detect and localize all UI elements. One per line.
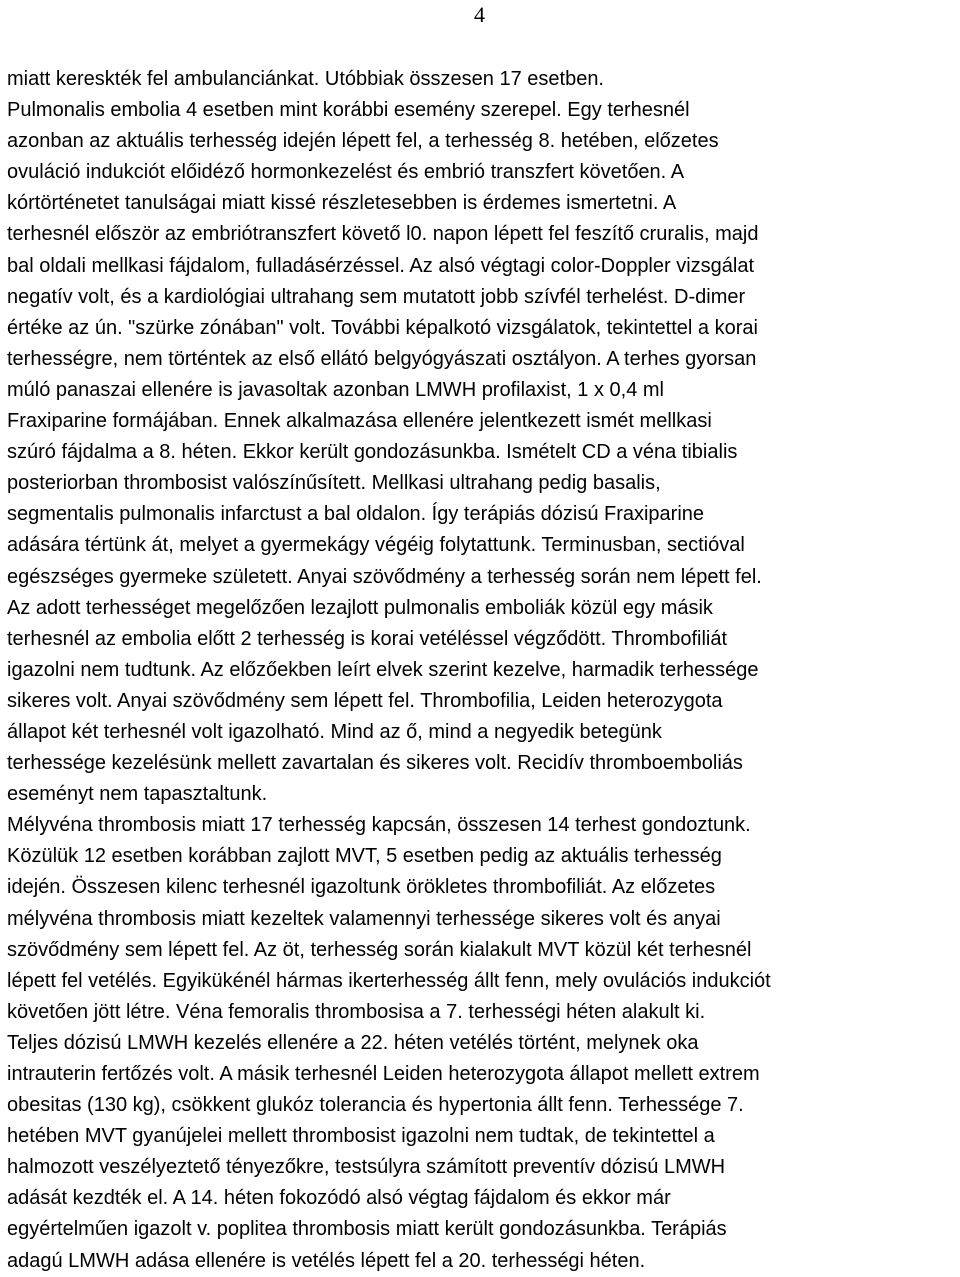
text-line: értéke az ún. "szürke zónában" volt. További képalkotó vizsgálatok, tekintettel a korai — [7, 316, 758, 339]
text-line: obesitas (130 kg), csökkent glukóz tolerancia és hypertonia állt fenn. Terhessége 7. — [7, 1094, 744, 1117]
text-line: bal oldali mellkasi fájdalom, fulladásérzéssel. Az alsó végtagi color-Doppler vizsgálat — [7, 254, 755, 277]
text-line: mélyvéna thrombosis miatt kezeltek valamennyi terhessége sikeres volt és anyai — [7, 907, 721, 930]
text-line: eseményt nem tapasztaltunk. — [7, 783, 268, 806]
text-line: sikeres volt. Anyai szövődmény sem lépett fel. Thrombofilia, Leiden heterozygota — [7, 689, 723, 712]
text-line: segmentalis pulmonalis infarctust a bal oldalon. Így terápiás dózisú Fraxiparine — [7, 503, 705, 526]
text-line: szövődmény sem lépett fel. Az öt, terhesség során kialakult MVT közül két terhesnél — [7, 938, 752, 961]
text-line: halmozott veszélyeztető tényezőkre, testsúlyra számított preventív dózisú LMWH — [7, 1156, 726, 1179]
text-line: egyértelműen igazolt v. poplitea thrombosis miatt került gondozásunkba. Terápiás — [7, 1218, 727, 1241]
text-line: adagú LMWH adása ellenére is vetélés lépett fel a 20. terhességi héten. — [7, 1249, 646, 1272]
text-line: posteriorban thrombosist valószínűsített. Mellkasi ultrahang pedig basalis, — [7, 472, 661, 495]
text-line: lépett fel vetélés. Egyikükénél hármas ikerterhesség állt fenn, mely ovulációs indukciót — [7, 969, 771, 992]
text-line: Közülük 12 esetben korábban zajlott MVT, 5 esetben pedig az aktuális terhesség — [7, 845, 722, 868]
text-line: azonban az aktuális terhesség idején lépett fel, a terhesség 8. hetében, előzetes — [7, 130, 719, 153]
text-line: követően jött létre. Véna femoralis thrombosisa a 7. terhességi héten alakult ki. — [7, 1000, 706, 1023]
body-text — [7, 64, 957, 1277]
text-line: ovuláció indukciót előidéző hormonkezelést és embrió transzfert követően. A — [7, 161, 685, 184]
text-line: Pulmonalis embolia 4 esetben mint korábbi esemény szerepel. Egy terhesnél — [7, 99, 690, 122]
text-line: terhessége kezelésünk mellett zavartalan és sikeres volt. Recidív thromboemboliás — [7, 752, 743, 775]
text-line: Fraxiparine formájában. Ennek alkalmazása ellenére jelentkezett ismét mellkasi — [7, 410, 712, 433]
text-line: hetében MVT gyanújelei mellett thrombosist igazolni nem tudtak, de tekintettel a — [7, 1125, 715, 1148]
text-line: miatt kereskték fel ambulanciánkat. Utóbbiak összesen 17 esetben. — [7, 68, 604, 90]
text-line: negatív volt, és a kardiológiai ultrahang sem mutatott jobb szívfél terhelést. D-dimer — [7, 285, 746, 308]
text-line: terhesnél az embolia előtt 2 terhesség is korai vetéléssel végződött. Thrombofiliát — [7, 627, 728, 650]
page-number: 4 — [474, 2, 485, 27]
text-line: adására tértünk át, melyet a gyermekágy végéig folytattunk. Terminusban, sectióval — [7, 534, 745, 557]
text-line: terhesnél először az embriótranszfert követő l0. napon lépett fel feszítő cruralis, majd — [7, 223, 759, 246]
text-line: szúró fájdalma a 8. héten. Ekkor került gondozásunkba. Ismételt CD a véna tibialis — [7, 441, 738, 464]
text-line: múló panaszai ellenére is javasoltak azonban LMWH profilaxist, 1 x 0,4 ml — [7, 378, 664, 401]
text-line: Mélyvéna thrombosis miatt 17 terhesség kapcsán, összesen 14 terhest gondoztunk. — [7, 814, 751, 837]
text-line: terhességre, nem történtek az első ellátó belgyógyászati osztályon. A terhes gyorsan — [7, 347, 757, 370]
text-line: igazolni nem tudtunk. Az előzőekben leírt elvek szerint kezelve, harmadik terhessége — [7, 658, 759, 681]
text-line: adását kezdték el. A 14. héten fokozódó alsó végtag fájdalom és ekkor már — [7, 1187, 671, 1210]
text-line: idején. Összesen kilenc terhesnél igazoltunk örökletes thrombofiliát. Az előzetes — [7, 876, 716, 899]
text-line: Teljes dózisú LMWH kezelés ellenére a 22. héten vetélés történt, melynek oka — [7, 1031, 699, 1054]
text-line: állapot két terhesnél volt igazolható. Mind az ő, mind a negyedik betegünk — [7, 720, 662, 743]
text-line: kórtörténetet tanulságai miatt kissé részletesebben is érdemes ismertetni. A — [7, 192, 677, 215]
text-line: intrauterin fertőzés volt. A másik terhesnél Leiden heterozygota állapot mellett extrem — [7, 1063, 760, 1085]
text-line: Az adott terhességet megelőzően lezajlott pulmonalis emboliák közül egy másik — [7, 596, 713, 619]
text-line: egészséges gyermeke született. Anyai szövődmény a terhesség során nem lépett fel. — [7, 565, 762, 588]
